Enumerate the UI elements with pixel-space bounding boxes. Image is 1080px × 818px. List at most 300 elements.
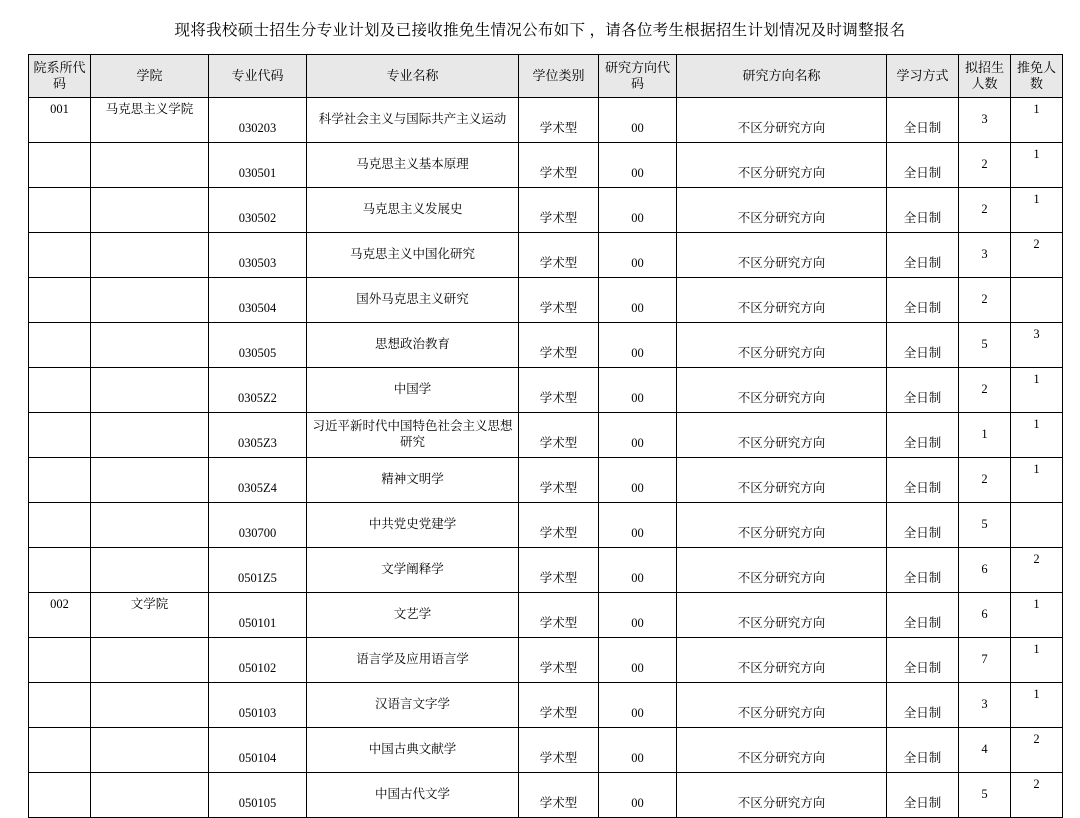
cell-major-code bbox=[209, 773, 307, 818]
cell-major-code-text: 050104 bbox=[238, 751, 277, 766]
cell-plan-count bbox=[959, 323, 1011, 368]
cell-direction-code-text: 00 bbox=[631, 301, 644, 316]
cell-recommend-count bbox=[1011, 503, 1063, 548]
cell-direction-code-text: 00 bbox=[631, 256, 644, 271]
cell-major-code bbox=[209, 638, 307, 683]
cell-direction-name bbox=[677, 548, 887, 593]
cell-direction-name-text: 不区分研究方向 bbox=[737, 751, 826, 766]
cell-study-mode-text: 全日制 bbox=[903, 121, 942, 136]
cell-college bbox=[91, 728, 209, 773]
cell-major-name bbox=[307, 503, 519, 548]
cell-study-mode bbox=[887, 278, 959, 323]
table-container bbox=[0, 54, 1080, 818]
cell-recommend-count bbox=[1011, 368, 1063, 413]
cell-major-code-text: 030504 bbox=[238, 301, 277, 316]
cell-degree-type bbox=[519, 503, 599, 548]
cell-plan-count bbox=[959, 593, 1011, 638]
cell-recommend-count-text: 1 bbox=[1033, 642, 1040, 657]
cell-direction-code bbox=[599, 683, 677, 728]
cell-major-name-text: 文学阐释学 bbox=[381, 562, 444, 577]
cell-degree-type-text: 学术型 bbox=[539, 211, 578, 226]
cell-major-name bbox=[307, 278, 519, 323]
cell-direction-code-text: 00 bbox=[631, 346, 644, 361]
cell-college bbox=[91, 413, 209, 458]
cell-study-mode-text: 全日制 bbox=[903, 346, 942, 361]
cell-direction-name-text: 不区分研究方向 bbox=[737, 256, 826, 271]
cell-direction-code bbox=[599, 368, 677, 413]
cell-study-mode-text: 全日制 bbox=[903, 571, 942, 586]
cell-degree-type bbox=[519, 188, 599, 233]
header-direction-code-label: 研究方向代码 bbox=[604, 59, 670, 91]
cell-study-mode bbox=[887, 98, 959, 143]
cell-direction-code-text: 00 bbox=[631, 481, 644, 496]
cell-dept-code bbox=[29, 548, 91, 593]
cell-recommend-count-text: 3 bbox=[1033, 327, 1040, 342]
cell-recommend-count-text: 1 bbox=[1033, 687, 1040, 702]
cell-degree-type-text: 学术型 bbox=[539, 661, 578, 676]
cell-major-code-text: 030503 bbox=[238, 256, 277, 271]
cell-direction-name-text: 不区分研究方向 bbox=[737, 301, 826, 316]
cell-study-mode bbox=[887, 233, 959, 278]
cell-study-mode bbox=[887, 413, 959, 458]
cell-study-mode bbox=[887, 323, 959, 368]
cell-major-code bbox=[209, 728, 307, 773]
cell-major-name-text: 中国古典文献学 bbox=[368, 742, 457, 757]
cell-plan-count-text: 2 bbox=[981, 157, 988, 172]
cell-direction-code bbox=[599, 233, 677, 278]
cell-study-mode-text: 全日制 bbox=[903, 796, 942, 811]
cell-direction-code bbox=[599, 593, 677, 638]
cell-major-code bbox=[209, 278, 307, 323]
cell-major-name-text: 中国古代文学 bbox=[374, 787, 450, 802]
cell-direction-code-text: 00 bbox=[631, 436, 644, 451]
cell-dept-code bbox=[29, 98, 91, 143]
cell-major-name bbox=[307, 413, 519, 458]
cell-degree-type bbox=[519, 593, 599, 638]
cell-degree-type-text: 学术型 bbox=[539, 166, 578, 181]
cell-study-mode bbox=[887, 593, 959, 638]
cell-direction-code bbox=[599, 548, 677, 593]
cell-study-mode-text: 全日制 bbox=[903, 526, 942, 541]
cell-direction-name-text: 不区分研究方向 bbox=[737, 166, 826, 181]
table-row bbox=[29, 773, 1063, 818]
cell-direction-code bbox=[599, 188, 677, 233]
cell-direction-code bbox=[599, 728, 677, 773]
header-college bbox=[91, 55, 209, 98]
cell-plan-count-text: 6 bbox=[981, 562, 988, 577]
cell-direction-name-text: 不区分研究方向 bbox=[737, 121, 826, 136]
cell-major-code bbox=[209, 143, 307, 188]
cell-major-code-text: 030505 bbox=[238, 346, 277, 361]
cell-major-name bbox=[307, 458, 519, 503]
cell-college bbox=[91, 458, 209, 503]
header-dept-code bbox=[29, 55, 91, 98]
cell-study-mode-text: 全日制 bbox=[903, 436, 942, 451]
cell-direction-name-text: 不区分研究方向 bbox=[737, 436, 826, 451]
cell-major-code-text: 050105 bbox=[238, 796, 277, 811]
cell-major-code bbox=[209, 683, 307, 728]
cell-college bbox=[91, 638, 209, 683]
cell-major-code-text: 030502 bbox=[238, 211, 277, 226]
cell-major-name-text: 马克思主义基本原理 bbox=[356, 157, 469, 172]
cell-direction-name bbox=[677, 278, 887, 323]
cell-college bbox=[91, 323, 209, 368]
cell-degree-type bbox=[519, 683, 599, 728]
table-row bbox=[29, 278, 1063, 323]
page-title: 现将我校硕士招生分专业计划及已接收推免生情况公布如下 ，请各位考生根据招生计划情况及时调整报名 bbox=[174, 22, 906, 39]
cell-direction-code-text: 00 bbox=[631, 571, 644, 586]
cell-dept-code bbox=[29, 458, 91, 503]
table-row bbox=[29, 548, 1063, 593]
cell-recommend-count bbox=[1011, 728, 1063, 773]
cell-degree-type bbox=[519, 548, 599, 593]
cell-degree-type bbox=[519, 413, 599, 458]
cell-direction-name-text: 不区分研究方向 bbox=[737, 391, 826, 406]
header-degree-type bbox=[519, 55, 599, 98]
cell-plan-count-text: 4 bbox=[981, 742, 988, 757]
cell-major-code bbox=[209, 503, 307, 548]
cell-recommend-count-text: 1 bbox=[1033, 462, 1040, 477]
cell-recommend-count bbox=[1011, 98, 1063, 143]
cell-major-name bbox=[307, 323, 519, 368]
cell-dept-code bbox=[29, 368, 91, 413]
header-major-name bbox=[307, 55, 519, 98]
cell-plan-count-text: 2 bbox=[981, 382, 988, 397]
cell-direction-name-text: 不区分研究方向 bbox=[737, 481, 826, 496]
cell-degree-type bbox=[519, 458, 599, 503]
cell-direction-name bbox=[677, 503, 887, 548]
cell-study-mode bbox=[887, 638, 959, 683]
cell-plan-count-text: 7 bbox=[981, 652, 988, 667]
cell-dept-code bbox=[29, 188, 91, 233]
header-row bbox=[29, 55, 1063, 98]
cell-plan-count-text: 6 bbox=[981, 607, 988, 622]
cell-major-code bbox=[209, 98, 307, 143]
table-header bbox=[29, 55, 1063, 98]
cell-direction-code-text: 00 bbox=[631, 211, 644, 226]
cell-major-code-text: 030700 bbox=[238, 526, 277, 541]
cell-major-code-text: 030203 bbox=[238, 121, 277, 136]
cell-college bbox=[91, 548, 209, 593]
cell-plan-count bbox=[959, 98, 1011, 143]
cell-major-code bbox=[209, 188, 307, 233]
cell-college bbox=[91, 233, 209, 278]
cell-direction-name bbox=[677, 368, 887, 413]
cell-major-code-text: 0305Z2 bbox=[238, 391, 277, 406]
cell-direction-code-text: 00 bbox=[631, 166, 644, 181]
cell-direction-code-text: 00 bbox=[631, 706, 644, 721]
cell-direction-code-text: 00 bbox=[631, 391, 644, 406]
cell-degree-type-text: 学术型 bbox=[539, 121, 578, 136]
cell-college-text: 文学院 bbox=[130, 597, 169, 612]
cell-major-code bbox=[209, 233, 307, 278]
cell-study-mode-text: 全日制 bbox=[903, 751, 942, 766]
cell-plan-count bbox=[959, 233, 1011, 278]
cell-direction-code bbox=[599, 278, 677, 323]
cell-dept-code bbox=[29, 323, 91, 368]
cell-direction-code bbox=[599, 503, 677, 548]
cell-degree-type bbox=[519, 728, 599, 773]
cell-recommend-count bbox=[1011, 143, 1063, 188]
header-college-label: 学院 bbox=[136, 67, 163, 83]
cell-degree-type-text: 学术型 bbox=[539, 256, 578, 271]
cell-major-code bbox=[209, 413, 307, 458]
header-recommend-count bbox=[1011, 55, 1063, 98]
cell-dept-code bbox=[29, 683, 91, 728]
cell-recommend-count-text: 1 bbox=[1033, 192, 1040, 207]
cell-direction-name bbox=[677, 638, 887, 683]
cell-major-code-text: 050102 bbox=[238, 661, 277, 676]
cell-major-name bbox=[307, 593, 519, 638]
cell-recommend-count-text: 2 bbox=[1033, 732, 1040, 747]
header-plan-count-label: 拟招生人数 bbox=[964, 59, 1004, 91]
cell-college bbox=[91, 143, 209, 188]
header-major-code-label: 专业代码 bbox=[231, 67, 284, 83]
cell-recommend-count-text: 1 bbox=[1033, 102, 1040, 117]
cell-study-mode-text: 全日制 bbox=[903, 391, 942, 406]
table-row bbox=[29, 188, 1063, 233]
cell-study-mode bbox=[887, 368, 959, 413]
cell-dept-code bbox=[29, 638, 91, 683]
cell-plan-count bbox=[959, 548, 1011, 593]
cell-recommend-count bbox=[1011, 188, 1063, 233]
cell-college bbox=[91, 278, 209, 323]
cell-study-mode-text: 全日制 bbox=[903, 661, 942, 676]
cell-plan-count-text: 5 bbox=[981, 787, 988, 802]
cell-degree-type bbox=[519, 368, 599, 413]
cell-recommend-count-text: 1 bbox=[1033, 372, 1040, 387]
cell-major-code-text: 0305Z3 bbox=[238, 436, 277, 451]
cell-recommend-count bbox=[1011, 593, 1063, 638]
cell-direction-name-text: 不区分研究方向 bbox=[737, 661, 826, 676]
cell-direction-name bbox=[677, 413, 887, 458]
cell-major-name bbox=[307, 233, 519, 278]
cell-college bbox=[91, 503, 209, 548]
cell-direction-name-text: 不区分研究方向 bbox=[737, 211, 826, 226]
cell-recommend-count-text: 2 bbox=[1033, 777, 1040, 792]
cell-dept-code bbox=[29, 728, 91, 773]
admission-plan-table bbox=[28, 54, 1063, 818]
cell-major-name bbox=[307, 638, 519, 683]
cell-study-mode bbox=[887, 728, 959, 773]
cell-major-name-text: 习近平新时代中国特色社会主义思想研究 bbox=[312, 419, 513, 449]
cell-plan-count bbox=[959, 413, 1011, 458]
cell-study-mode bbox=[887, 683, 959, 728]
cell-direction-code bbox=[599, 458, 677, 503]
cell-degree-type-text: 学术型 bbox=[539, 616, 578, 631]
cell-plan-count bbox=[959, 368, 1011, 413]
header-degree-type-label: 学位类别 bbox=[532, 67, 585, 83]
cell-major-name-text: 精神文明学 bbox=[381, 472, 444, 487]
cell-degree-type-text: 学术型 bbox=[539, 436, 578, 451]
cell-major-name-text: 思想政治教育 bbox=[374, 337, 450, 352]
cell-degree-type-text: 学术型 bbox=[539, 796, 578, 811]
cell-plan-count bbox=[959, 458, 1011, 503]
cell-direction-code-text: 00 bbox=[631, 661, 644, 676]
cell-direction-name bbox=[677, 773, 887, 818]
cell-direction-name-text: 不区分研究方向 bbox=[737, 526, 826, 541]
cell-major-name bbox=[307, 548, 519, 593]
cell-degree-type bbox=[519, 233, 599, 278]
cell-recommend-count-text: 1 bbox=[1033, 147, 1040, 162]
cell-degree-type-text: 学术型 bbox=[539, 706, 578, 721]
cell-recommend-count-text: 2 bbox=[1033, 237, 1040, 252]
cell-plan-count bbox=[959, 143, 1011, 188]
cell-dept-code bbox=[29, 278, 91, 323]
cell-degree-type-text: 学术型 bbox=[539, 481, 578, 496]
cell-dept-code bbox=[29, 773, 91, 818]
cell-major-name bbox=[307, 188, 519, 233]
cell-major-name bbox=[307, 98, 519, 143]
cell-direction-code bbox=[599, 773, 677, 818]
cell-degree-type bbox=[519, 638, 599, 683]
cell-recommend-count bbox=[1011, 278, 1063, 323]
cell-plan-count bbox=[959, 638, 1011, 683]
cell-plan-count bbox=[959, 773, 1011, 818]
cell-dept-code bbox=[29, 503, 91, 548]
cell-college bbox=[91, 593, 209, 638]
table-body bbox=[29, 98, 1063, 818]
table-row bbox=[29, 638, 1063, 683]
table-row bbox=[29, 233, 1063, 278]
cell-plan-count bbox=[959, 278, 1011, 323]
header-major-name-label: 专业名称 bbox=[386, 67, 439, 83]
cell-major-code bbox=[209, 323, 307, 368]
header-major-code bbox=[209, 55, 307, 98]
cell-direction-name bbox=[677, 458, 887, 503]
cell-direction-name-text: 不区分研究方向 bbox=[737, 706, 826, 721]
cell-plan-count-text: 3 bbox=[981, 697, 988, 712]
cell-college bbox=[91, 98, 209, 143]
cell-plan-count bbox=[959, 683, 1011, 728]
cell-major-name-text: 中国学 bbox=[393, 382, 432, 397]
cell-recommend-count bbox=[1011, 773, 1063, 818]
cell-major-name-text: 国外马克思主义研究 bbox=[356, 292, 469, 307]
cell-plan-count-text: 2 bbox=[981, 202, 988, 217]
cell-study-mode bbox=[887, 773, 959, 818]
cell-major-name bbox=[307, 728, 519, 773]
cell-major-name-text: 语言学及应用语言学 bbox=[356, 652, 469, 667]
header-study-mode-label: 学习方式 bbox=[896, 67, 949, 83]
cell-recommend-count-text: 2 bbox=[1033, 552, 1040, 567]
cell-major-name bbox=[307, 143, 519, 188]
table-row bbox=[29, 413, 1063, 458]
cell-recommend-count bbox=[1011, 323, 1063, 368]
cell-dept-code-text: 001 bbox=[50, 102, 69, 117]
cell-direction-name-text: 不区分研究方向 bbox=[737, 346, 826, 361]
cell-major-code-text: 050103 bbox=[238, 706, 277, 721]
cell-degree-type-text: 学术型 bbox=[539, 301, 578, 316]
cell-degree-type-text: 学术型 bbox=[539, 391, 578, 406]
cell-direction-name-text: 不区分研究方向 bbox=[737, 796, 826, 811]
cell-major-name-text: 马克思主义中国化研究 bbox=[349, 247, 475, 262]
cell-dept-code bbox=[29, 143, 91, 188]
cell-direction-code-text: 00 bbox=[631, 616, 644, 631]
cell-direction-code bbox=[599, 98, 677, 143]
cell-direction-name bbox=[677, 728, 887, 773]
cell-dept-code-text: 002 bbox=[50, 597, 69, 612]
cell-degree-type bbox=[519, 773, 599, 818]
header-direction-name bbox=[677, 55, 887, 98]
cell-plan-count bbox=[959, 728, 1011, 773]
cell-college bbox=[91, 683, 209, 728]
cell-direction-code-text: 00 bbox=[631, 751, 644, 766]
cell-direction-name-text: 不区分研究方向 bbox=[737, 571, 826, 586]
cell-direction-name bbox=[677, 683, 887, 728]
cell-major-code-text: 0305Z4 bbox=[238, 481, 277, 496]
cell-plan-count-text: 1 bbox=[981, 427, 988, 442]
header-direction-code bbox=[599, 55, 677, 98]
cell-recommend-count bbox=[1011, 458, 1063, 503]
cell-recommend-count-text: 1 bbox=[1033, 597, 1040, 612]
table-row bbox=[29, 98, 1063, 143]
table-row bbox=[29, 503, 1063, 548]
cell-college bbox=[91, 773, 209, 818]
cell-direction-name bbox=[677, 188, 887, 233]
header-recommend-count-label: 推免人数 bbox=[1016, 59, 1056, 91]
cell-recommend-count bbox=[1011, 683, 1063, 728]
cell-direction-code bbox=[599, 323, 677, 368]
cell-study-mode-text: 全日制 bbox=[903, 301, 942, 316]
cell-major-code bbox=[209, 548, 307, 593]
cell-recommend-count bbox=[1011, 548, 1063, 593]
table-row bbox=[29, 593, 1063, 638]
cell-plan-count-text: 5 bbox=[981, 517, 988, 532]
cell-direction-name bbox=[677, 233, 887, 278]
cell-direction-name-text: 不区分研究方向 bbox=[737, 616, 826, 631]
cell-direction-code-text: 00 bbox=[631, 526, 644, 541]
table-row bbox=[29, 458, 1063, 503]
cell-major-name-text: 汉语言文字学 bbox=[374, 697, 450, 712]
cell-dept-code bbox=[29, 233, 91, 278]
header-dept-code-label: 院系所代码 bbox=[33, 59, 86, 91]
cell-recommend-count bbox=[1011, 638, 1063, 683]
cell-study-mode-text: 全日制 bbox=[903, 256, 942, 271]
cell-plan-count-text: 2 bbox=[981, 292, 988, 307]
cell-major-code bbox=[209, 368, 307, 413]
cell-recommend-count bbox=[1011, 233, 1063, 278]
cell-study-mode bbox=[887, 548, 959, 593]
cell-major-name bbox=[307, 368, 519, 413]
table-row bbox=[29, 368, 1063, 413]
cell-direction-name bbox=[677, 98, 887, 143]
cell-plan-count bbox=[959, 503, 1011, 548]
cell-degree-type-text: 学术型 bbox=[539, 571, 578, 586]
cell-study-mode bbox=[887, 458, 959, 503]
cell-degree-type bbox=[519, 98, 599, 143]
cell-study-mode-text: 全日制 bbox=[903, 166, 942, 181]
cell-major-name-text: 中共党史党建学 bbox=[368, 517, 457, 532]
cell-direction-code bbox=[599, 638, 677, 683]
cell-major-code-text: 050101 bbox=[238, 616, 277, 631]
header-plan-count bbox=[959, 55, 1011, 98]
cell-direction-code-text: 00 bbox=[631, 121, 644, 136]
header-direction-name-label: 研究方向名称 bbox=[742, 67, 821, 83]
cell-study-mode-text: 全日制 bbox=[903, 616, 942, 631]
cell-plan-count-text: 5 bbox=[981, 337, 988, 352]
cell-plan-count-text: 2 bbox=[981, 472, 988, 487]
table-row bbox=[29, 728, 1063, 773]
cell-dept-code bbox=[29, 593, 91, 638]
cell-major-name bbox=[307, 683, 519, 728]
cell-direction-code-text: 00 bbox=[631, 796, 644, 811]
table-row bbox=[29, 143, 1063, 188]
cell-dept-code bbox=[29, 413, 91, 458]
cell-study-mode bbox=[887, 188, 959, 233]
cell-study-mode-text: 全日制 bbox=[903, 706, 942, 721]
cell-direction-code bbox=[599, 413, 677, 458]
cell-major-code-text: 0501Z5 bbox=[238, 571, 277, 586]
